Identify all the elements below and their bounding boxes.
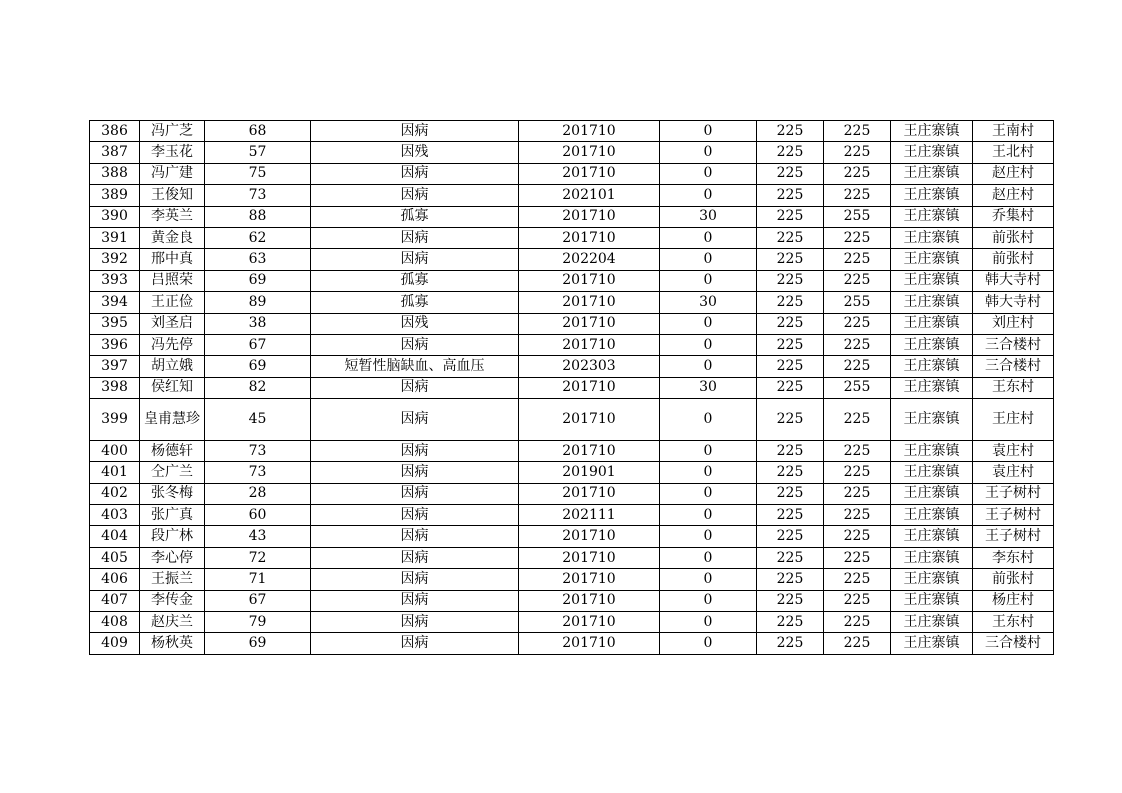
reason-cell: 因病 [311,121,519,142]
start-month-cell: 201710 [519,547,660,568]
reason-cell: 因病 [311,569,519,590]
village-cell: 韩大寺村 [973,270,1054,291]
age-cell: 67 [205,334,311,355]
table-row [90,590,1054,611]
name-cell: 刘圣启 [140,313,205,334]
reason-cell: 因病 [311,377,519,398]
name-cell: 吕照荣 [140,270,205,291]
age-cell: 63 [205,249,311,270]
total-amount-cell: 255 [824,292,891,313]
row-number-cell: 398 [90,377,140,398]
reason-cell: 因病 [311,547,519,568]
row-number-cell: 405 [90,547,140,568]
name-cell: 张冬梅 [140,483,205,504]
name-cell: 王振兰 [140,569,205,590]
row-number-cell: 395 [90,313,140,334]
extra-amount-cell: 0 [660,270,757,291]
base-amount-cell: 225 [757,612,824,633]
total-amount-cell: 225 [824,249,891,270]
town-cell: 王庄寨镇 [891,292,973,313]
table-row [90,377,1054,398]
age-cell: 60 [205,505,311,526]
extra-amount-cell: 0 [660,633,757,654]
base-amount-cell: 225 [757,483,824,504]
name-cell: 王俊知 [140,185,205,206]
start-month-cell: 202101 [519,185,660,206]
village-cell: 前张村 [973,249,1054,270]
reason-cell: 因病 [311,526,519,547]
total-amount-cell: 255 [824,206,891,227]
start-month-cell: 201710 [519,377,660,398]
start-month-cell: 201710 [519,633,660,654]
row-number-cell: 386 [90,121,140,142]
extra-amount-cell: 0 [660,399,757,441]
table-row [90,612,1054,633]
name-cell: 邢中真 [140,249,205,270]
total-amount-cell: 225 [824,334,891,355]
name-cell: 段广林 [140,526,205,547]
village-cell: 杨庄村 [973,590,1054,611]
age-cell: 57 [205,142,311,163]
table-row [90,633,1054,654]
total-amount-cell: 225 [824,590,891,611]
age-cell: 72 [205,547,311,568]
village-cell: 王子树村 [973,505,1054,526]
table-row [90,526,1054,547]
extra-amount-cell: 0 [660,462,757,483]
start-month-cell: 201710 [519,163,660,184]
town-cell: 王庄寨镇 [891,399,973,441]
table-row [90,547,1054,568]
start-month-cell: 201710 [519,440,660,461]
table-row [90,483,1054,504]
town-cell: 王庄寨镇 [891,227,973,248]
town-cell: 王庄寨镇 [891,249,973,270]
base-amount-cell: 225 [757,121,824,142]
total-amount-cell: 255 [824,377,891,398]
total-amount-cell: 225 [824,462,891,483]
base-amount-cell: 225 [757,633,824,654]
age-cell: 69 [205,270,311,291]
extra-amount-cell: 0 [660,505,757,526]
extra-amount-cell: 0 [660,569,757,590]
age-cell: 45 [205,399,311,441]
name-cell: 冯广芝 [140,121,205,142]
town-cell: 王庄寨镇 [891,612,973,633]
name-cell: 冯先停 [140,334,205,355]
town-cell: 王庄寨镇 [891,440,973,461]
table-row [90,142,1054,163]
row-number-cell: 389 [90,185,140,206]
start-month-cell: 202204 [519,249,660,270]
total-amount-cell: 225 [824,163,891,184]
reason-cell: 孤寡 [311,270,519,291]
base-amount-cell: 225 [757,505,824,526]
row-number-cell: 387 [90,142,140,163]
row-number-cell: 402 [90,483,140,504]
town-cell: 王庄寨镇 [891,142,973,163]
extra-amount-cell: 0 [660,142,757,163]
town-cell: 王庄寨镇 [891,505,973,526]
base-amount-cell: 225 [757,142,824,163]
row-number-cell: 393 [90,270,140,291]
age-cell: 71 [205,569,311,590]
base-amount-cell: 225 [757,440,824,461]
extra-amount-cell: 0 [660,249,757,270]
table-row [90,206,1054,227]
village-cell: 三合楼村 [973,334,1054,355]
total-amount-cell: 225 [824,142,891,163]
row-number-cell: 408 [90,612,140,633]
row-number-cell: 407 [90,590,140,611]
age-cell: 89 [205,292,311,313]
name-cell: 张广真 [140,505,205,526]
start-month-cell: 201710 [519,142,660,163]
total-amount-cell: 225 [824,505,891,526]
village-cell: 袁庄村 [973,462,1054,483]
extra-amount-cell: 0 [660,163,757,184]
table-row [90,227,1054,248]
extra-amount-cell: 0 [660,185,757,206]
start-month-cell: 202111 [519,505,660,526]
base-amount-cell: 225 [757,547,824,568]
base-amount-cell: 225 [757,377,824,398]
name-cell: 皇甫慧珍 [140,399,205,441]
town-cell: 王庄寨镇 [891,163,973,184]
village-cell: 王东村 [973,377,1054,398]
extra-amount-cell: 0 [660,356,757,377]
extra-amount-cell: 30 [660,206,757,227]
start-month-cell: 201710 [519,483,660,504]
start-month-cell: 201710 [519,334,660,355]
table-row [90,292,1054,313]
village-cell: 王东村 [973,612,1054,633]
base-amount-cell: 225 [757,590,824,611]
base-amount-cell: 225 [757,270,824,291]
total-amount-cell: 225 [824,399,891,441]
reason-cell: 因病 [311,483,519,504]
base-amount-cell: 225 [757,249,824,270]
town-cell: 王庄寨镇 [891,547,973,568]
table-row [90,270,1054,291]
extra-amount-cell: 0 [660,121,757,142]
table-row [90,505,1054,526]
base-amount-cell: 225 [757,569,824,590]
row-number-cell: 399 [90,399,140,441]
row-number-cell: 400 [90,440,140,461]
total-amount-cell: 225 [824,526,891,547]
name-cell: 侯红知 [140,377,205,398]
reason-cell: 因病 [311,249,519,270]
age-cell: 28 [205,483,311,504]
start-month-cell: 201710 [519,121,660,142]
town-cell: 王庄寨镇 [891,334,973,355]
name-cell: 李玉花 [140,142,205,163]
name-cell: 仝广兰 [140,462,205,483]
village-cell: 王庄村 [973,399,1054,441]
village-cell: 赵庄村 [973,163,1054,184]
reason-cell: 因病 [311,590,519,611]
total-amount-cell: 225 [824,633,891,654]
extra-amount-cell: 0 [660,483,757,504]
town-cell: 王庄寨镇 [891,526,973,547]
table-row [90,121,1054,142]
age-cell: 67 [205,590,311,611]
base-amount-cell: 225 [757,206,824,227]
reason-cell: 因病 [311,462,519,483]
age-cell: 69 [205,356,311,377]
table-row [90,163,1054,184]
roster-table [89,120,1054,655]
town-cell: 王庄寨镇 [891,185,973,206]
town-cell: 王庄寨镇 [891,313,973,334]
village-cell: 赵庄村 [973,185,1054,206]
village-cell: 王北村 [973,142,1054,163]
age-cell: 73 [205,440,311,461]
table-row [90,313,1054,334]
reason-cell: 因病 [311,227,519,248]
village-cell: 三合楼村 [973,356,1054,377]
extra-amount-cell: 0 [660,313,757,334]
town-cell: 王庄寨镇 [891,206,973,227]
reason-cell: 因病 [311,334,519,355]
row-number-cell: 403 [90,505,140,526]
start-month-cell: 201710 [519,569,660,590]
reason-cell: 因病 [311,163,519,184]
row-number-cell: 394 [90,292,140,313]
row-number-cell: 406 [90,569,140,590]
row-number-cell: 404 [90,526,140,547]
town-cell: 王庄寨镇 [891,569,973,590]
village-cell: 乔集村 [973,206,1054,227]
table-row [90,334,1054,355]
roster-table-body [90,121,1054,655]
extra-amount-cell: 0 [660,440,757,461]
town-cell: 王庄寨镇 [891,270,973,291]
village-cell: 三合楼村 [973,633,1054,654]
base-amount-cell: 225 [757,334,824,355]
row-number-cell: 392 [90,249,140,270]
extra-amount-cell: 30 [660,377,757,398]
base-amount-cell: 225 [757,227,824,248]
extra-amount-cell: 0 [660,547,757,568]
reason-cell: 因残 [311,142,519,163]
start-month-cell: 201710 [519,399,660,441]
base-amount-cell: 225 [757,462,824,483]
village-cell: 袁庄村 [973,440,1054,461]
base-amount-cell: 225 [757,163,824,184]
start-month-cell: 201710 [519,313,660,334]
row-number-cell: 388 [90,163,140,184]
age-cell: 88 [205,206,311,227]
reason-cell: 孤寡 [311,292,519,313]
village-cell: 前张村 [973,569,1054,590]
start-month-cell: 201710 [519,612,660,633]
extra-amount-cell: 30 [660,292,757,313]
extra-amount-cell: 0 [660,227,757,248]
town-cell: 王庄寨镇 [891,377,973,398]
total-amount-cell: 225 [824,185,891,206]
name-cell: 赵庆兰 [140,612,205,633]
reason-cell: 短暂性脑缺血、高血压 [311,356,519,377]
town-cell: 王庄寨镇 [891,356,973,377]
reason-cell: 因病 [311,633,519,654]
extra-amount-cell: 0 [660,612,757,633]
total-amount-cell: 225 [824,121,891,142]
extra-amount-cell: 0 [660,526,757,547]
row-number-cell: 391 [90,227,140,248]
start-month-cell: 201710 [519,526,660,547]
start-month-cell: 201710 [519,206,660,227]
age-cell: 68 [205,121,311,142]
reason-cell: 孤寡 [311,206,519,227]
start-month-cell: 201710 [519,270,660,291]
total-amount-cell: 225 [824,569,891,590]
base-amount-cell: 225 [757,526,824,547]
village-cell: 王南村 [973,121,1054,142]
table-row [90,569,1054,590]
base-amount-cell: 225 [757,356,824,377]
village-cell: 王子树村 [973,483,1054,504]
start-month-cell: 202303 [519,356,660,377]
table-row [90,356,1054,377]
name-cell: 冯广建 [140,163,205,184]
name-cell: 李英兰 [140,206,205,227]
row-number-cell: 390 [90,206,140,227]
age-cell: 73 [205,185,311,206]
name-cell: 李传金 [140,590,205,611]
start-month-cell: 201710 [519,227,660,248]
total-amount-cell: 225 [824,356,891,377]
base-amount-cell: 225 [757,313,824,334]
village-cell: 前张村 [973,227,1054,248]
start-month-cell: 201710 [519,292,660,313]
start-month-cell: 201901 [519,462,660,483]
village-cell: 刘庄村 [973,313,1054,334]
table-row [90,249,1054,270]
age-cell: 82 [205,377,311,398]
age-cell: 79 [205,612,311,633]
name-cell: 黄金良 [140,227,205,248]
total-amount-cell: 225 [824,440,891,461]
village-cell: 韩大寺村 [973,292,1054,313]
reason-cell: 因病 [311,612,519,633]
table-row [90,185,1054,206]
name-cell: 李心停 [140,547,205,568]
age-cell: 43 [205,526,311,547]
table-row [90,399,1054,441]
table-row [90,440,1054,461]
name-cell: 胡立娥 [140,356,205,377]
name-cell: 杨德轩 [140,440,205,461]
reason-cell: 因病 [311,440,519,461]
name-cell: 王正俭 [140,292,205,313]
total-amount-cell: 225 [824,483,891,504]
start-month-cell: 201710 [519,590,660,611]
table-row [90,462,1054,483]
reason-cell: 因病 [311,185,519,206]
age-cell: 69 [205,633,311,654]
town-cell: 王庄寨镇 [891,462,973,483]
town-cell: 王庄寨镇 [891,483,973,504]
town-cell: 王庄寨镇 [891,590,973,611]
age-cell: 38 [205,313,311,334]
base-amount-cell: 225 [757,185,824,206]
total-amount-cell: 225 [824,547,891,568]
town-cell: 王庄寨镇 [891,633,973,654]
village-cell: 李东村 [973,547,1054,568]
row-number-cell: 401 [90,462,140,483]
town-cell: 王庄寨镇 [891,121,973,142]
extra-amount-cell: 0 [660,590,757,611]
age-cell: 73 [205,462,311,483]
row-number-cell: 397 [90,356,140,377]
extra-amount-cell: 0 [660,334,757,355]
base-amount-cell: 225 [757,292,824,313]
age-cell: 62 [205,227,311,248]
village-cell: 王子树村 [973,526,1054,547]
total-amount-cell: 225 [824,313,891,334]
age-cell: 75 [205,163,311,184]
base-amount-cell: 225 [757,399,824,441]
reason-cell: 因残 [311,313,519,334]
row-number-cell: 396 [90,334,140,355]
total-amount-cell: 225 [824,227,891,248]
reason-cell: 因病 [311,399,519,441]
reason-cell: 因病 [311,505,519,526]
row-number-cell: 409 [90,633,140,654]
total-amount-cell: 225 [824,612,891,633]
name-cell: 杨秋英 [140,633,205,654]
total-amount-cell: 225 [824,270,891,291]
